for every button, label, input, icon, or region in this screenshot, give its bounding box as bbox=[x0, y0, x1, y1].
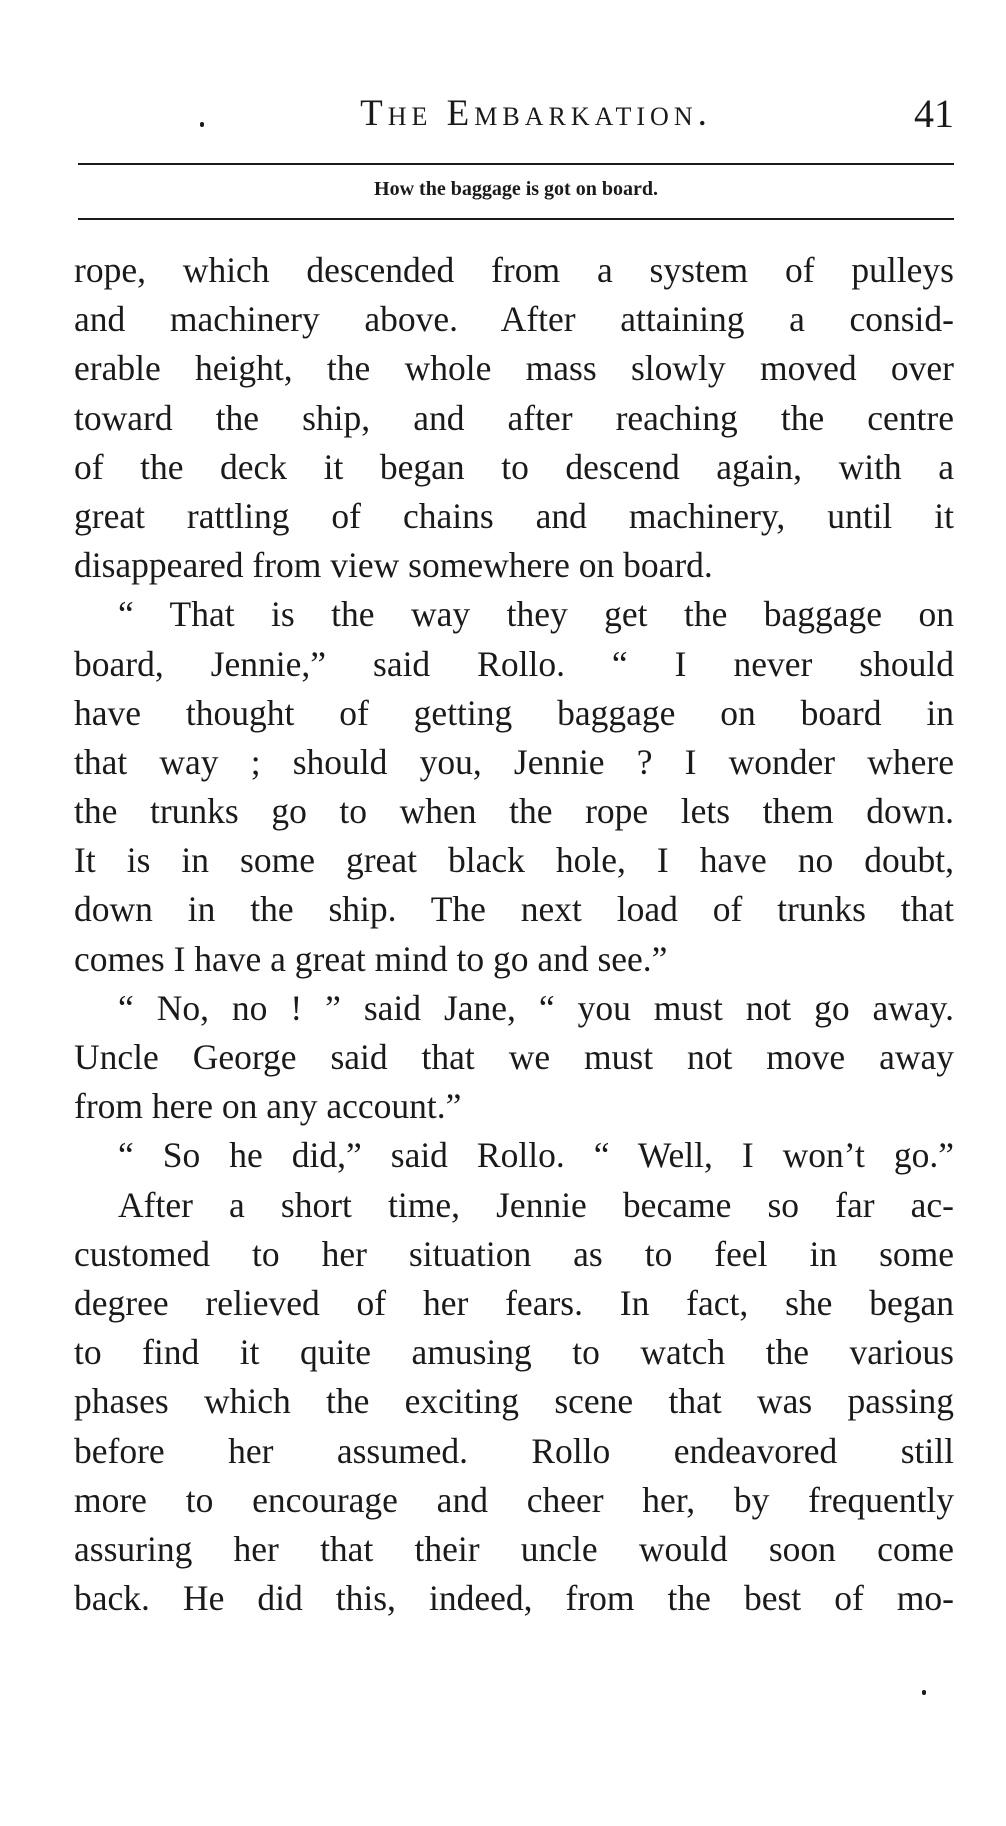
section-subheading: How the baggage is got on board. bbox=[374, 178, 658, 200]
text-line: board, Jennie,” said Rollo. “ I never should bbox=[74, 643, 954, 684]
text-line: great rattling of chains and machinery, until it bbox=[74, 495, 954, 536]
text-line: down in the ship. The next load of trunks that bbox=[74, 889, 954, 930]
text-line: “ That is the way they get the baggage on bbox=[118, 594, 954, 635]
text-line: “ No, no ! ” said Jane, “ you must not go away. bbox=[118, 987, 954, 1028]
text-line: phases which the exciting scene that was passing bbox=[74, 1381, 954, 1422]
text-line: Uncle George said that we must not move away bbox=[74, 1037, 954, 1077]
text-line: back. He did this, indeed, from the best of mo- bbox=[74, 1578, 954, 1619]
text-line: before her assumed. Rollo endeavored still bbox=[74, 1430, 954, 1471]
text-line: of the deck it began to descend again, with a bbox=[74, 446, 954, 487]
running-title: The Embarkation. bbox=[360, 93, 712, 134]
text-line: erable height, the whole mass slowly moved over bbox=[74, 348, 954, 389]
text-line: After a short time, Jennie became so far ac- bbox=[118, 1184, 954, 1225]
text-line: to find it quite amusing to watch the various bbox=[74, 1332, 954, 1373]
text-line: and machinery above. After attaining a consid- bbox=[74, 299, 954, 340]
text-line: “ So he did,” said Rollo. “ Well, I won’t go.” bbox=[118, 1135, 954, 1176]
text-line: more to encourage and cheer her, by frequently bbox=[74, 1479, 954, 1520]
top-rule bbox=[78, 163, 954, 165]
text-line: rope, which descended from a system of pulleys bbox=[74, 250, 954, 290]
page-number: 41 bbox=[914, 91, 954, 136]
text-line: from here on any account.” bbox=[74, 1086, 462, 1127]
text-line: customed to her situation as to feel in some bbox=[74, 1233, 954, 1274]
text-line: comes I have a great mind to go and see.” bbox=[74, 938, 668, 979]
text-line: degree relieved of her fears. In fact, she began bbox=[74, 1282, 954, 1323]
print-speck bbox=[922, 1690, 926, 1695]
bottom-rule bbox=[78, 218, 954, 220]
text-line: have thought of getting baggage on board in bbox=[74, 692, 954, 733]
print-speck bbox=[200, 122, 204, 127]
text-line: toward the ship, and after reaching the centre bbox=[74, 397, 954, 438]
text-line: It is in some great black hole, I have no doubt, bbox=[74, 840, 954, 881]
body-text bbox=[74, 246, 954, 1623]
text-line: the trunks go to when the rope lets them down. bbox=[74, 791, 954, 832]
text-line: disappeared from view somewhere on board. bbox=[74, 545, 713, 586]
text-line: that way ; should you, Jennie ? I wonder where bbox=[74, 741, 954, 782]
running-head bbox=[78, 92, 954, 142]
text-line: assuring her that their uncle would soon come bbox=[74, 1528, 954, 1569]
